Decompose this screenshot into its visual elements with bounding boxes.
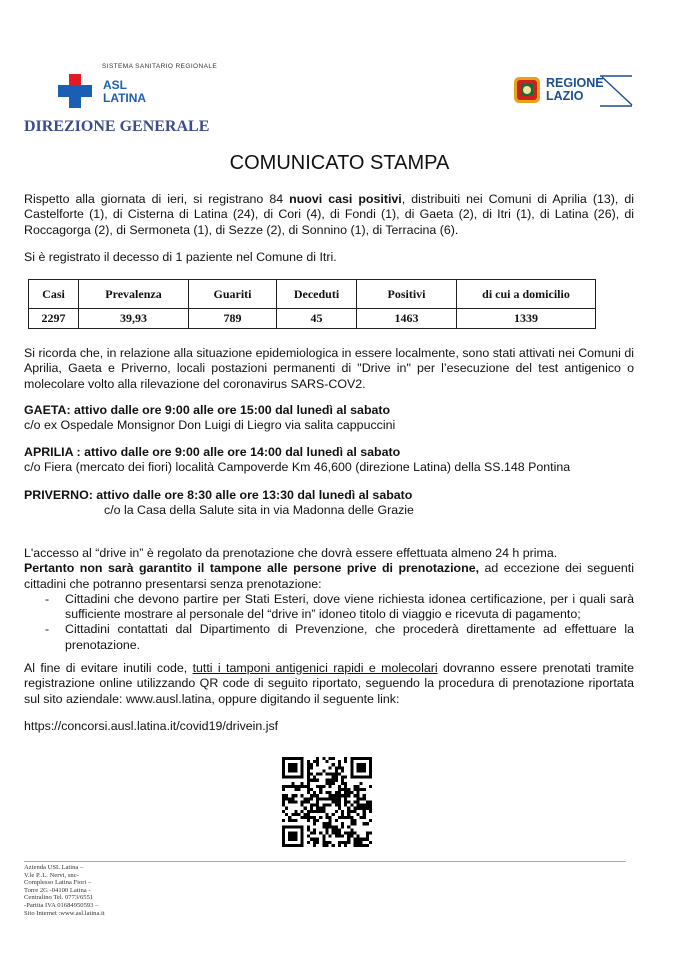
location-address: c/o ex Ospedale Monsignor Don Luigi di Liegro via salita cappuccini: [24, 418, 396, 433]
location-aprilia: [24, 445, 634, 476]
footer-line: V.le P..L. Nervi, snc-: [24, 871, 79, 879]
stats-header-cell: di cui a domicilio: [457, 280, 596, 309]
footer-address: [24, 864, 144, 917]
booking-text-1: Al fine di evitare inutili code,: [24, 661, 193, 675]
exception-list: [24, 592, 634, 653]
access-section: [24, 546, 634, 653]
location-heading: GAETA: attivo dalle ore 9:00 alle ore 15:00 dal lunedì al sabato: [24, 403, 391, 417]
intro-text-2: , distribuiti nei Comuni di Aprilia (13), di Castelforte (1), di Cisterna di Latina (24), di Cori (4), di Fondi (1), di Gaeta (2), di Itri (1), di Latina (26), di Roccagorga (2), di Sermoneta (1), di Sezze (2), di Sonnino (1), di Terracina (6).: [24, 192, 634, 237]
location-address: c/o la Casa della Salute sita in via Madonna delle Grazie: [104, 503, 414, 518]
list-item-text: Cittadini contattati dal Dipartimento di Prevenzione, che procederà direttamente ad effettuare la prenotazione.: [65, 622, 634, 652]
location-priverno: [24, 488, 634, 519]
stats-header-row: [29, 280, 596, 309]
access-bold: Pertanto non sarà garantito il tampone alle persone prive di prenotazione,: [24, 561, 480, 576]
booking-underlined: tutti i tamponi antigenici rapidi e molecolari: [192, 661, 438, 675]
stats-table: [28, 279, 596, 329]
drivein-intro-paragraph: Si ricorda che, in relazione alla situazione epidemiologica in essere localmente, sono stati attivati nei Comuni di Aprilia, Gaeta e Priverno, locali postazioni permanenti di "Drive in" per l’esecuzione del test antigenico o molecolare volto alla rilevazione del coronavirus SARS-COV2.: [24, 346, 634, 391]
location-address: c/o Fiera (mercato dei fiori) località Campoverde Km 46,600 (direzione Latina) della SS.148 Pontina: [24, 460, 571, 475]
footer-line: Torre 2G -04100 Latina -: [24, 886, 91, 894]
footer-line: Azienda USL Latina –: [24, 864, 84, 871]
stats-value-cell: 1463: [357, 309, 457, 329]
asl-logo-line2: LATINA: [103, 91, 147, 105]
asl-tagline: SISTEMA SANITARIO REGIONALE: [102, 63, 218, 70]
asl-logo-text: [103, 79, 146, 105]
footer-line: Sito Internet :www.asl.latina.it: [24, 909, 105, 917]
regione-lazio-swoosh-icon: [598, 74, 634, 108]
access-rest: ad eccezione dei seguenti cittadini che potranno presentarsi senza prenotazione:: [24, 561, 634, 591]
stats-value-cell: 2297: [29, 309, 79, 329]
stats-header-cell: Deceduti: [277, 280, 357, 309]
list-item: - Cittadini che devono partire per Stati Esteri, dove viene richiesta idonea certificazione, per i quali sarà sufficiente mostrare al personale del “drive in” idoneo titolo di viaggio e ricevuta di pagamento;: [45, 591, 634, 622]
access-line1: L'accesso al “drive in” è regolato da prenotazione che dovrà essere effettuata almeno 24 h prima.: [24, 546, 558, 560]
footer-line: Complesso Latina Fiori –: [24, 879, 92, 887]
region-line2: LAZIO: [546, 89, 584, 103]
stats-header-cell: Prevalenza: [79, 280, 189, 309]
stats-header-cell: Casi: [29, 280, 79, 309]
location-heading: APRILIA : attivo dalle ore 9:00 alle ore 14:00 dal lunedì al sabato: [24, 445, 401, 459]
access-line2: [24, 561, 634, 592]
stats-header-cell: Positivi: [357, 280, 457, 309]
asl-logo-cross: [58, 74, 92, 108]
intro-bold: nuovi casi positivi: [289, 192, 402, 206]
footer-divider: [24, 861, 626, 862]
stats-value-row: [29, 309, 596, 329]
regione-lazio-emblem-icon: [513, 76, 541, 104]
stats-value-cell: 789: [189, 309, 277, 329]
location-gaeta: [24, 403, 634, 434]
stats-header-cell: Guariti: [189, 280, 277, 309]
page-title: COMUNICATO STAMPA: [229, 152, 450, 174]
regione-lazio-text: [546, 77, 604, 103]
stats-value-cell: 45: [277, 309, 357, 329]
stats-value-cell: 1339: [457, 309, 596, 329]
qr-code[interactable]: [282, 757, 372, 847]
intro-text-1: Rispetto alla giornata di ieri, si registrano 84: [24, 192, 290, 206]
list-item: - Cittadini contattati dal Dipartimento di Prevenzione, che procederà direttamente ad effettuare la prenotazione.: [45, 622, 634, 652]
decesso-paragraph: Si è registrato il decesso di 1 paziente nel Comune di Itri.: [24, 250, 337, 264]
intro-paragraph: [24, 192, 634, 238]
booking-paragraph: [24, 661, 634, 707]
direzione-heading: DIREZIONE GENERALE: [24, 118, 210, 135]
region-line1: REGIONE: [546, 76, 604, 90]
asl-logo-line1: ASL: [103, 78, 127, 92]
stats-value-cell: 39,93: [79, 309, 189, 329]
booking-link[interactable]: https://concorsi.ausl.latina.it/covid19/drivein.jsf: [24, 719, 279, 733]
location-heading: PRIVERNO: attivo dalle ore 8:30 alle ore 13:30 dal lunedì al sabato: [24, 488, 413, 502]
footer-line: Centralino Tel. 0773/6551: [24, 894, 94, 902]
list-item-text: Cittadini che devono partire per Stati Esteri, dove viene richiesta idonea certificazione, per i quali sarà sufficiente mostrare al personale del “drive in” idoneo titolo di viaggio e ricevuta di pagamento;: [65, 591, 634, 622]
booking-text-2: dovranno essere prenotati tramite registrazione online utilizzando QR code di seguito riportato, seguendo la procedura di prenotazione riportata sul sito aziendale: www.ausl.latina, oppure digitando il seguente link:: [24, 661, 635, 706]
footer-line: -Partita IVA 01684950593 –: [24, 901, 99, 909]
